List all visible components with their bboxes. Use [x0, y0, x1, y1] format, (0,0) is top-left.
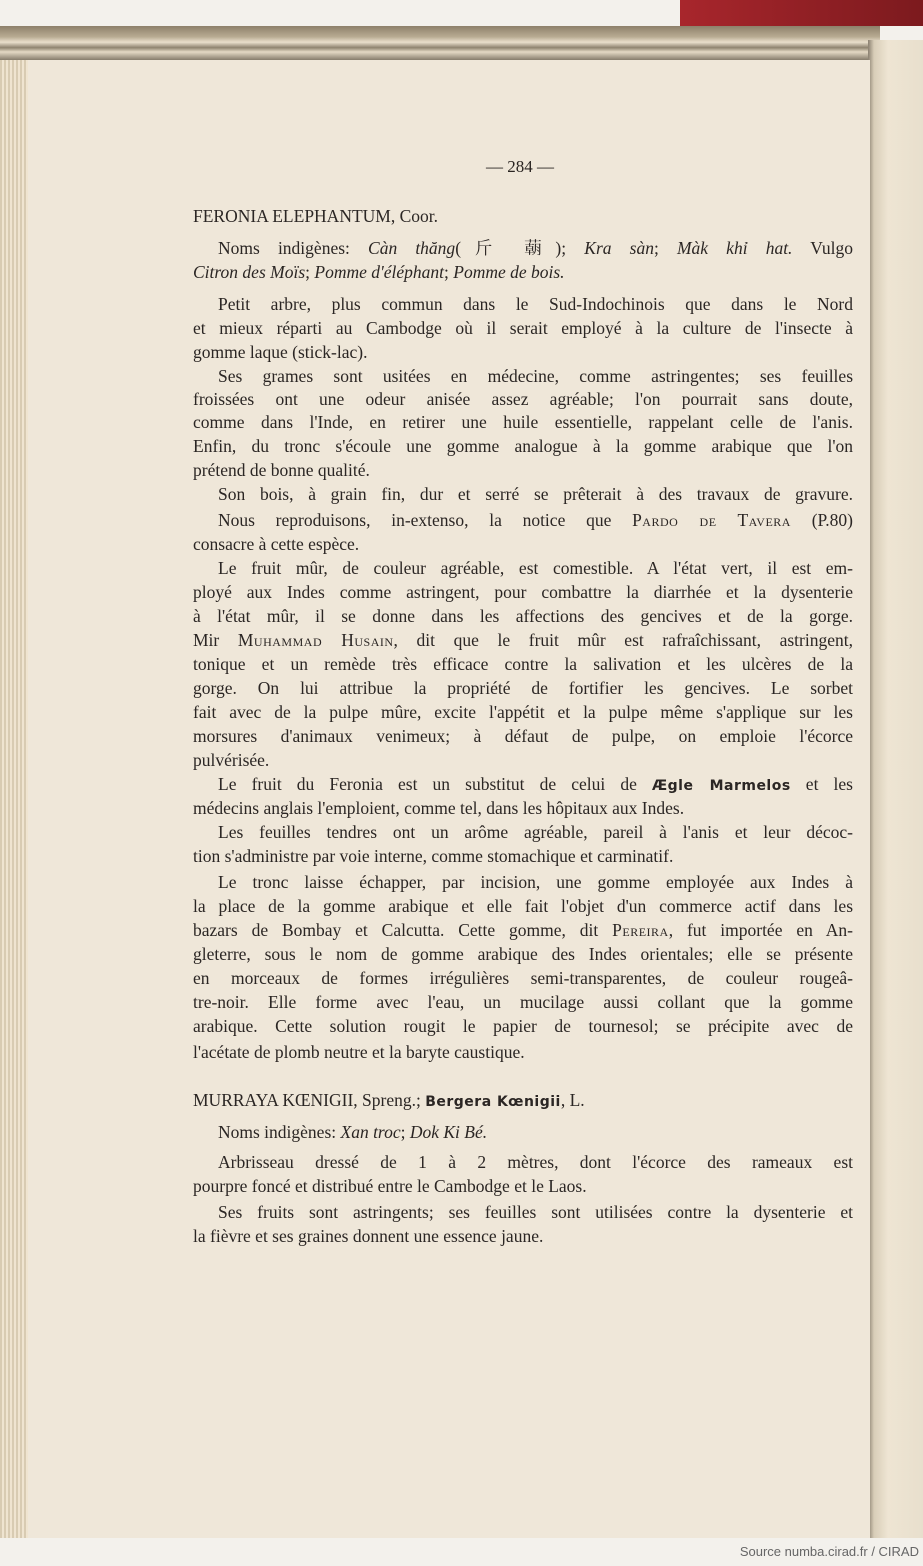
text-segment: Dok Ki Bé.: [409, 1122, 488, 1142]
text-line: [218, 557, 853, 579]
text-segment: ;: [444, 262, 454, 282]
text-segment: , dit que le fruit mûr est rafraîchissant, astringent,: [393, 630, 853, 650]
text-line: [218, 483, 853, 505]
text-line: [193, 919, 853, 941]
text-segment: froissées ont une odeur anisée assez agréable; l'on pourrait sans doute,: [193, 389, 853, 409]
text-segment: consacre à cette espèce.: [193, 534, 360, 554]
text-line: [193, 459, 853, 481]
text-line: [193, 629, 853, 651]
text-line: [193, 533, 853, 555]
text-segment: Arbrisseau dressé de 1 à 2 mètres, dont l'écorce des rameaux est: [218, 1152, 853, 1172]
text-segment: Noms indigènes:: [218, 1122, 341, 1142]
text-line: [193, 435, 853, 457]
text-segment: tonique et un remède très efficace contre la salivation et les ulcères de la: [193, 654, 853, 674]
text-line: [193, 388, 853, 410]
page-stack-top-edge: [0, 26, 880, 62]
text-line: [218, 773, 853, 795]
text-line: [218, 1201, 853, 1223]
page-curl-right: [868, 40, 923, 1540]
text-segment: tre-noir. Elle forme avec l'eau, un mucilage aussi collant que la gomme: [193, 992, 853, 1012]
red-cover-edge: [680, 0, 923, 26]
text-segment: , fut importée en An-: [668, 920, 853, 940]
text-line: [218, 1151, 853, 1173]
text-line: [193, 749, 853, 771]
text-segment: (斤 𦺓);: [455, 238, 585, 258]
text-line: [193, 205, 853, 227]
text-segment: gorge. On lui attribue la propriété de fortifier les gencives. Le sorbet: [193, 678, 853, 698]
text-segment: FERONIA ELEPHANTUM, Coor.: [193, 206, 439, 226]
text-line: [193, 1041, 853, 1063]
text-segment: Citron des Moïs: [193, 262, 306, 282]
text-segment: ;: [400, 1122, 410, 1142]
text-line: [193, 653, 853, 675]
text-line: [193, 725, 853, 747]
text-segment: fait avec de la pulpe mûre, excite l'appétit et la pulpe même s'applique sur les: [193, 702, 853, 722]
text-segment: ;: [305, 262, 315, 282]
text-line: [218, 365, 853, 387]
text-segment: Ses grames sont usitées en médecine, comme astringentes; ses feuilles: [218, 366, 853, 386]
text-segment: bazars de Bombay et Calcutta. Cette gomme, dit: [193, 920, 613, 940]
text-line: [193, 317, 853, 339]
text-segment: Enfin, du tronc s'écoule une gomme analogue à la gomme arabique que l'on: [193, 436, 853, 456]
text-line: [193, 341, 853, 363]
text-segment: Le fruit du Feronia est un substitut de celui de: [218, 774, 652, 794]
text-line: [193, 677, 853, 699]
text-line: [193, 605, 853, 627]
text-line: [193, 1225, 853, 1247]
text-segment: Càn thăng: [368, 238, 456, 258]
text-segment: , L.: [560, 1090, 585, 1110]
source-credit: Source numba.cirad.fr / CIRAD: [739, 1544, 919, 1559]
text-segment: à l'état mûr, il se donne dans les affections des gencives et de la gorge.: [193, 606, 853, 626]
text-segment: Le tronc laisse échapper, par incision, une gomme employée aux Indes à: [218, 872, 853, 892]
text-segment: Màk khỉ hat.: [676, 238, 793, 258]
text-segment: la fièvre et ses graines donnent une essence jaune.: [193, 1226, 544, 1246]
text-segment: Xan troc: [340, 1122, 401, 1142]
text-segment: ;: [653, 238, 677, 258]
text-segment: médecins anglais l'emploient, comme tel, dans les hôpitaux aux Indes.: [193, 798, 685, 818]
text-segment: prétend de bonne qualité.: [193, 460, 370, 480]
text-segment: Nous reproduisons, in-extenso, la notice que: [218, 510, 633, 530]
text-segment: pulvérisée.: [193, 750, 270, 770]
text-segment: Ægle Marmelos: [651, 778, 791, 794]
text-segment: Son bois, à grain fin, dur et serré se prêterait à des travaux de gravure.: [218, 484, 853, 504]
text-segment: morsures d'animaux venimeux; à défaut de pulpe, on emploie l'écorce: [193, 726, 853, 746]
text-segment: tion s'administre par voie interne, comme stomachique et carminatif.: [193, 846, 674, 866]
text-segment: ployé aux Indes comme astringent, pour combattre la diarrhée et la dysenterie: [193, 582, 853, 602]
text-segment: Pomme d'éléphant: [314, 262, 444, 282]
text-segment: arabique. Cette solution rougit le papier de tournesol; se précipite avec de: [193, 1016, 853, 1036]
text-segment: Les feuilles tendres ont un arôme agréable, pareil à l'anis et leur décoc-: [218, 822, 853, 842]
text-line: [218, 871, 853, 893]
text-segment: Petit arbre, plus commun dans le Sud-Indochinois que dans le Nord: [218, 294, 853, 314]
text-segment: Le fruit mûr, de couleur agréable, est comestible. A l'état vert, il est em-: [218, 558, 853, 578]
text-segment: Vulgo: [792, 238, 853, 258]
text-segment: Pomme de bois.: [453, 262, 565, 282]
text-line: [193, 895, 853, 917]
text-segment: Pardo de Tavera: [632, 510, 791, 530]
text-line: [193, 991, 853, 1013]
text-line: [193, 1089, 853, 1113]
text-line: [218, 1121, 853, 1143]
text-line: [193, 411, 853, 433]
text-line: [193, 1175, 853, 1197]
text-segment: et mieux réparti au Cambodge où il serait employé à la culture de l'insecte à: [193, 318, 853, 338]
text-segment: (P.80): [790, 510, 854, 530]
page-stack-left-edge: [0, 60, 30, 1550]
text-segment: comme dans l'Inde, en retirer une huile essentielle, rappelant celle de l'anis.: [193, 412, 853, 432]
text-segment: MURRAYA KŒNIGII, Spreng.;: [193, 1090, 426, 1110]
text-segment: Kra sàn: [584, 238, 654, 258]
text-segment: Bergera Kœnigii: [425, 1094, 561, 1110]
text-line: [193, 845, 853, 867]
text-segment: en morceaux de formes irrégulières semi-transparentes, de couleur rougeâ-: [193, 968, 853, 988]
text-line: [218, 821, 853, 843]
text-segment: gomme laque (stick-lac).: [193, 342, 368, 362]
text-line: [218, 509, 853, 531]
text-segment: Ses fruits sont astringents; ses feuilles sont utilisées contre la dysenterie et: [218, 1202, 853, 1222]
text-segment: et les: [790, 774, 853, 794]
text-segment: l'acétate de plomb neutre et la baryte caustique.: [193, 1042, 525, 1062]
text-segment: la place de la gomme arabique et elle fait l'objet d'un commerce actif dans les: [193, 896, 853, 916]
text-line: [193, 967, 853, 989]
text-line: [193, 581, 853, 603]
text-line: [193, 1015, 853, 1037]
text-segment: Mir: [193, 630, 238, 650]
text-line: [193, 943, 853, 965]
text-segment: gleterre, sous le nom de gomme arabique des Indes orientales; elle se présente: [193, 944, 853, 964]
text-segment: Noms indigènes:: [218, 238, 369, 258]
text-line: [218, 293, 853, 315]
text-line: [218, 237, 853, 259]
text-segment: Pereira: [612, 920, 669, 940]
text-segment: Muhammad Husain: [237, 630, 394, 650]
text-line: [193, 261, 853, 283]
text-line: [193, 701, 853, 723]
text-segment: pourpre foncé et distribué entre le Cambodge et le Laos.: [193, 1176, 587, 1196]
text-line: [193, 797, 853, 819]
page-number: — 284 —: [486, 157, 554, 176]
